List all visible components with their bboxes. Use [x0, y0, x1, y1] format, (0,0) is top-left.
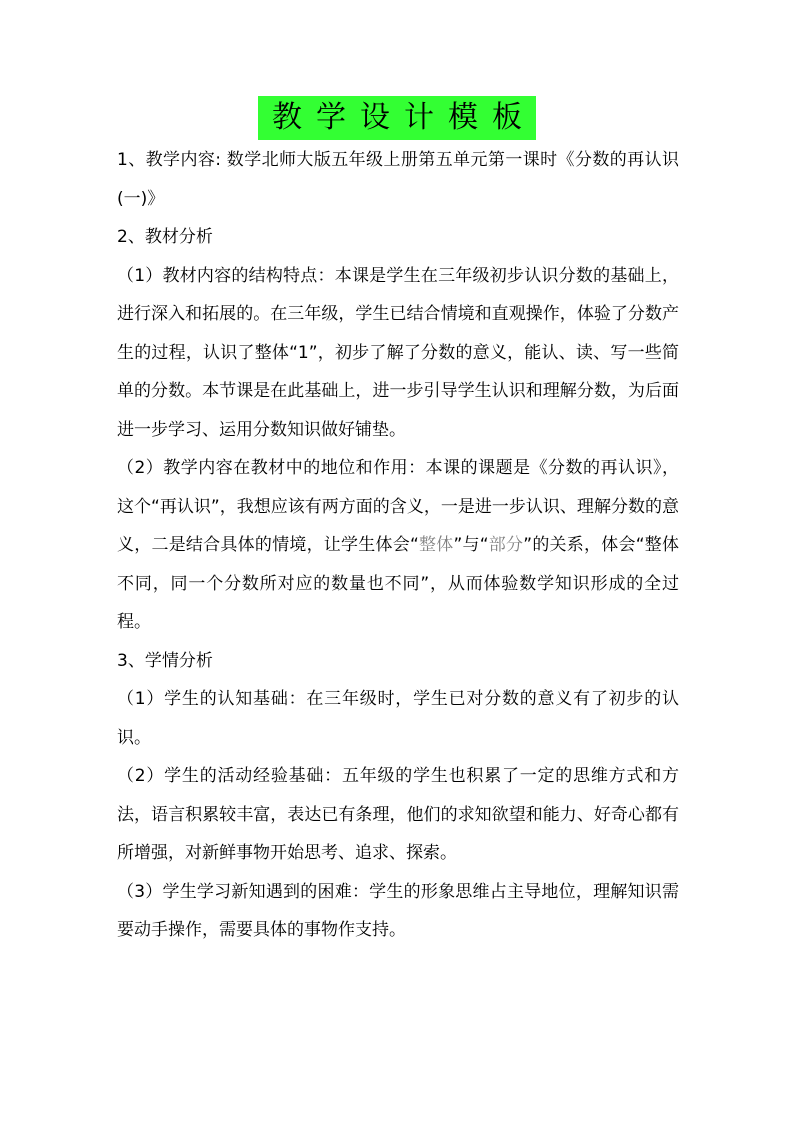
- highlight-part: 部分: [488, 535, 524, 555]
- cognitive-basis-paragraph: （1）学生的认知基础：在三年级时，学生已对分数的意义有了初步的认识。: [117, 689, 679, 748]
- highlight-whole: 整体: [418, 535, 454, 555]
- position-role-text-after: ”的关系，体会“整体不同，同一个分数所对应的数量也不同”，从而体验数学知识形成的全过程。: [117, 535, 679, 632]
- learning-difficulty-paragraph: （3）学生学习新知遇到的困难：学生的形象思维占主导地位，理解知识需要动手操作，需要具体的事物作支持。: [117, 881, 679, 940]
- position-role-paragraph: [117, 449, 679, 642]
- teaching-content-paragraph: 1、教学内容: 数学北师大版五年级上册第五单元第一课时《分数的再认识(一)》: [117, 150, 679, 209]
- document-body: [117, 141, 679, 950]
- position-role-text-before: （2）教学内容在教材中的地位和作用：本课的课题是《分数的再认识》，这个“再认识”，我想应该有两方面的含义，一是进一步认识、理解分数的意义，二是结合具体的情境，让学生体会“: [117, 458, 679, 555]
- document-title: 教学设计模板: [258, 96, 536, 140]
- textbook-analysis-heading: 2、教材分析: [117, 227, 213, 247]
- learner-analysis-heading: 3、学情分析: [117, 650, 213, 671]
- activity-experience-paragraph: （2）学生的活动经验基础：五年级的学生也积累了一定的思维方式和方法，语言积累较丰富，表达已有条理，他们的求知欲望和能力、好奇心都有所增强，对新鲜事物开始思考、追求、探索。: [117, 766, 679, 863]
- title-container: [0, 96, 794, 140]
- structure-features-paragraph: （1）教材内容的结构特点：本课是学生在三年级初步认识分数的基础上，进行深入和拓展的。在三年级，学生已结合情境和直观操作，体验了分数产生的过程，认识了整体“1”，初步了解了分数的意义，能认、读、写一些简单的分数。本节课是在此基础上，进一步引导学生认识和理解分数，为后面进一步学习、运用分数知识做好铺垫。: [117, 265, 679, 440]
- position-role-text-mid: ”与“: [453, 535, 489, 555]
